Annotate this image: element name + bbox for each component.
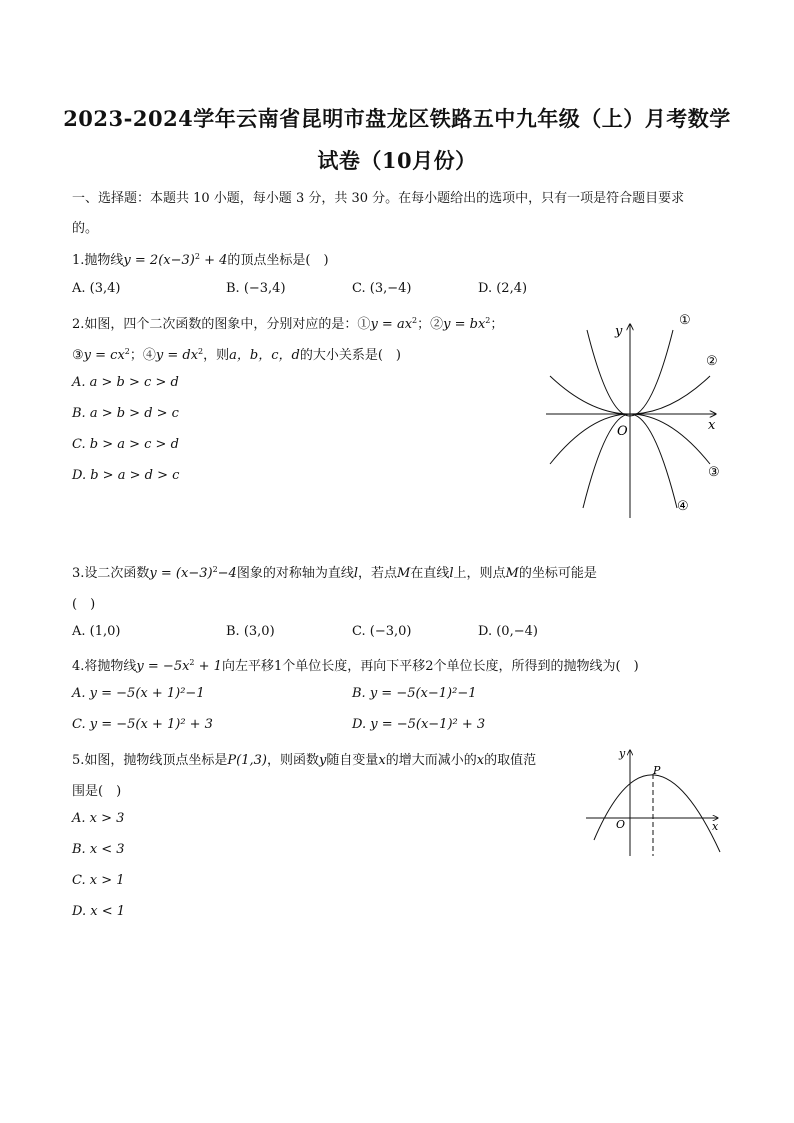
q2-option-d: D. b > a > d > c bbox=[72, 468, 180, 483]
question-2-cont bbox=[72, 344, 401, 363]
q2-option-b: B. a > b > d > c bbox=[72, 406, 179, 421]
q2-parabola-graph bbox=[540, 308, 740, 523]
q3-option-c: C. (−3,0) bbox=[352, 624, 412, 639]
question-number: 4. bbox=[72, 659, 85, 674]
question-2 bbox=[72, 313, 503, 332]
question-text-end: 向左平移1个单位长度，再向下平移2个单位长度，所得到的抛物线为( ) bbox=[221, 659, 639, 674]
equation-1: y = ax bbox=[370, 317, 413, 332]
q1-option-b: B. (−3,4) bbox=[226, 281, 286, 296]
variable-l: l bbox=[353, 566, 359, 581]
question-5 bbox=[72, 749, 536, 768]
q1-option-d: D. (2,4) bbox=[478, 281, 528, 296]
question-text: ，则 bbox=[203, 348, 230, 363]
question-text: 图象的对称轴为直线 bbox=[236, 566, 354, 581]
question-text-end: 的大小关系是( ) bbox=[299, 348, 401, 363]
question-3-paren: ( ) bbox=[72, 597, 96, 612]
variables: a，b，c，d bbox=[229, 348, 300, 363]
q4-option-a: A. y = −5(x + 1)²−1 bbox=[72, 686, 205, 701]
variable-x: x bbox=[378, 753, 386, 768]
paper-title-line1: 2023-2024学年云南省昆明市盘龙区铁路五中九年级（上）月考数学 bbox=[63, 106, 731, 131]
equation-3: y = cx bbox=[83, 348, 125, 363]
equation-tail: −4 bbox=[217, 566, 237, 581]
variable-m: M bbox=[505, 566, 519, 581]
curve-label-3: ③ bbox=[708, 465, 720, 480]
question-text: 将抛物线 bbox=[84, 659, 137, 674]
paper-title-line2: 试卷（10月份） bbox=[317, 148, 477, 173]
question-text: 设二次函数 bbox=[84, 566, 150, 581]
origin-label: O bbox=[617, 424, 628, 439]
q5-option-b: B. x < 3 bbox=[72, 842, 125, 857]
circled-3: ③ bbox=[72, 348, 84, 363]
q2-option-c: C. b > a > c > d bbox=[72, 437, 179, 452]
equation: y = −5x bbox=[136, 659, 190, 674]
circled-4: ；④ bbox=[129, 348, 156, 363]
origin-label: O bbox=[616, 818, 626, 831]
exponent: 2 bbox=[194, 252, 200, 261]
x-axis-label: x bbox=[708, 418, 716, 433]
q5-option-c: C. x > 1 bbox=[72, 873, 125, 888]
section-heading: 一、选择题：本题共 10 小题，每小题 3 分，共 30 分。在每小题给出的选项中，只有一项是符合题目要求 bbox=[72, 191, 685, 206]
question-text: 的增大而减小的 bbox=[385, 753, 477, 768]
question-number: 5. bbox=[72, 753, 85, 768]
variable-y: y bbox=[319, 753, 327, 768]
question-text: 在直线 bbox=[410, 566, 450, 581]
curve-label-2: ② bbox=[706, 354, 718, 369]
equation-tail: + 4 bbox=[199, 253, 228, 268]
q3-option-b: B. (3,0) bbox=[226, 624, 275, 639]
variable-x: x bbox=[476, 753, 485, 768]
question-text: ，若点 bbox=[358, 566, 398, 581]
q3-option-d: D. (0,−4) bbox=[478, 624, 538, 639]
q5-option-d: D. x < 1 bbox=[72, 904, 125, 919]
exponent: 2 bbox=[198, 347, 204, 356]
exponent: 2 bbox=[189, 658, 195, 667]
q1-option-c: C. (3,−4) bbox=[352, 281, 412, 296]
question-text: 上，则点 bbox=[453, 566, 506, 581]
equation: y = (x−3) bbox=[149, 566, 213, 581]
q4-option-d: D. y = −5(x−1)² + 3 bbox=[352, 717, 486, 732]
equation-tail: + 1 bbox=[194, 659, 222, 674]
equation: y = 2(x−3) bbox=[123, 253, 195, 268]
q4-option-c: C. y = −5(x + 1)² + 3 bbox=[72, 717, 213, 732]
equation-4: y = dx bbox=[155, 348, 199, 363]
question-3 bbox=[72, 562, 597, 581]
question-4 bbox=[72, 655, 639, 674]
q4-option-b: B. y = −5(x−1)²−1 bbox=[352, 686, 477, 701]
variable-m: M bbox=[397, 566, 411, 581]
curve-label-1: ① bbox=[679, 313, 691, 328]
question-text: 如图，抛物线顶点坐标是 bbox=[84, 753, 228, 768]
q2-option-a: A. a > b > c > d bbox=[72, 375, 179, 390]
question-text: 抛物线 bbox=[84, 253, 124, 268]
equation-2: y = bx bbox=[443, 317, 486, 332]
question-1 bbox=[72, 249, 329, 268]
x-axis-label: x bbox=[712, 820, 719, 833]
curve-label-4: ④ bbox=[677, 499, 689, 514]
exponent: 2 bbox=[412, 316, 418, 325]
question-text-end: 的坐标可能是 bbox=[518, 566, 597, 581]
parabola bbox=[594, 775, 720, 852]
exponent: 2 bbox=[485, 316, 491, 325]
vertex-point: P(1,3) bbox=[227, 753, 267, 768]
question-number: 2. bbox=[72, 317, 85, 332]
question-number: 3. bbox=[72, 566, 85, 581]
y-axis-label: y bbox=[619, 747, 626, 760]
question-text-end: 的顶点坐标是( ) bbox=[227, 253, 329, 268]
variable-l: l bbox=[449, 566, 454, 581]
exponent: 2 bbox=[212, 565, 218, 574]
section-heading-cont: 的。 bbox=[72, 221, 99, 236]
exponent: 2 bbox=[124, 347, 130, 356]
question-text: ，则函数 bbox=[267, 753, 320, 768]
question-text-end: 的取值范 bbox=[484, 753, 537, 768]
question-number: 1. bbox=[72, 253, 85, 268]
question-text: 随自变量 bbox=[326, 753, 379, 768]
circled-1: ① bbox=[357, 317, 371, 332]
question-text: 如图，四个二次函数的图象中，分别对应的是： bbox=[84, 317, 358, 332]
q1-option-a: A. (3,4) bbox=[72, 281, 121, 296]
q5-parabola-graph bbox=[582, 744, 732, 859]
separator: ； bbox=[490, 317, 504, 332]
vertex-label: P bbox=[653, 764, 661, 777]
q5-option-a: A. x > 3 bbox=[72, 811, 125, 826]
circled-2: ；② bbox=[417, 317, 444, 332]
q3-option-a: A. (1,0) bbox=[72, 624, 121, 639]
question-5-cont: 围是( ) bbox=[72, 784, 122, 799]
y-axis-label: y bbox=[615, 324, 623, 339]
